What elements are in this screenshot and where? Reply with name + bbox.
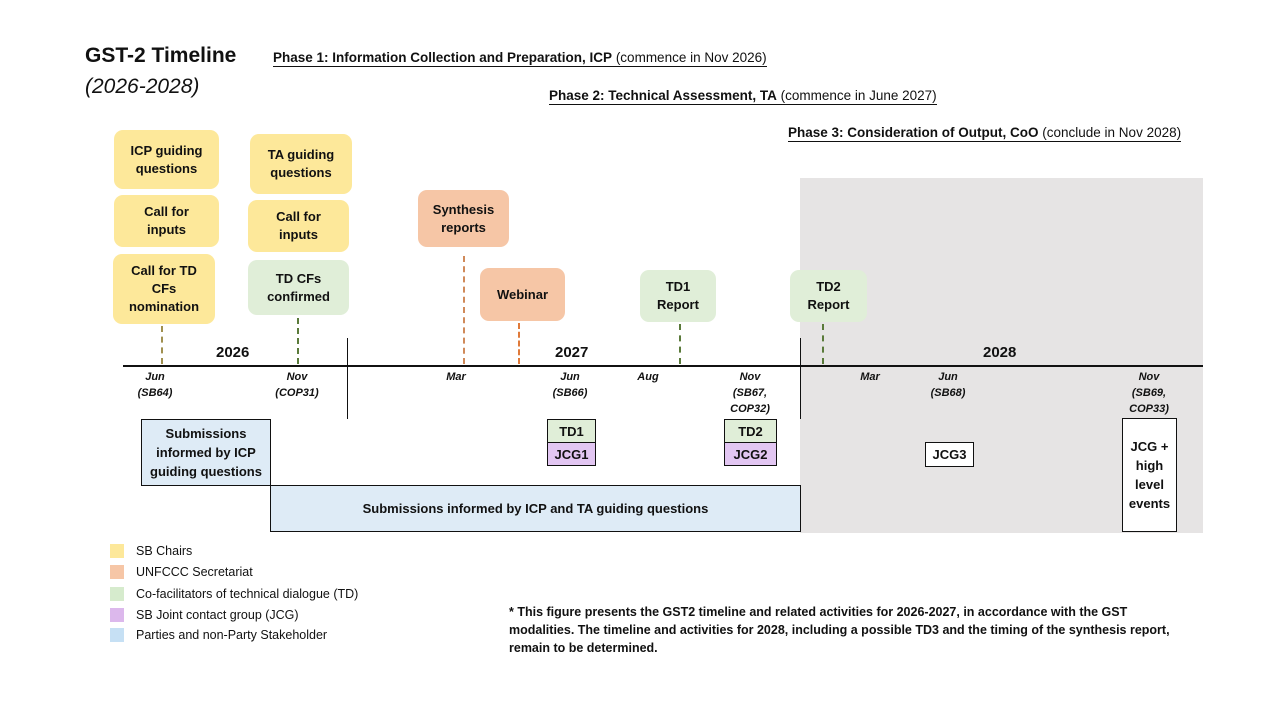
phase-1-note: (commence in Nov 2026) [612, 50, 767, 65]
submissions-icp-ta-box [270, 485, 801, 532]
td2-report-label: TD2 Report [807, 279, 850, 312]
jcg1-label: JCG1 [554, 446, 589, 462]
legend-item [110, 627, 327, 643]
legend-label: UNFCCC Secretariat [136, 565, 253, 579]
phase-2-note: (commence in June 2027) [776, 88, 937, 103]
tick-event-2: COP32) [730, 403, 770, 415]
td1-report-label: TD1 Report [657, 279, 699, 312]
phase-3-note: (conclude in Nov 2028) [1038, 125, 1182, 140]
jcg2-box [724, 442, 777, 466]
td2-report-box [790, 270, 867, 322]
page-title: GST-2 Timeline [85, 44, 237, 67]
connector-synthesis [463, 256, 465, 364]
connector-nov-2026 [297, 318, 299, 364]
synthesis-reports-label: Synthesis reports [432, 201, 495, 235]
tick-month: Mar [446, 371, 466, 383]
tick-event: (SB67, [732, 387, 768, 399]
year-separator-2026-2027 [347, 338, 348, 419]
phase-2-title: Phase 2: Technical Assessment, TA [549, 88, 777, 103]
tick-nov-2028 [1109, 369, 1189, 417]
jcg1-box [547, 442, 596, 466]
tick-month: Jun [938, 371, 958, 383]
legend-label: Parties and non-Party Stakeholder [136, 628, 328, 642]
ta-guiding-questions-box [250, 134, 352, 194]
tick-jun-2026 [115, 369, 195, 401]
tick-month: Aug [637, 371, 659, 383]
legend-swatch [110, 628, 124, 642]
tick-event: (SB66) [552, 387, 588, 399]
call-for-td-cfs-box [113, 254, 215, 324]
tick-month: Jun [145, 371, 165, 383]
phase-1-title: Phase 1: Information Collection and Preparation, ICP [273, 50, 613, 65]
webinar-label: Webinar [496, 286, 549, 302]
tick-nov-2027 [710, 369, 790, 417]
connector-td2 [822, 324, 824, 364]
phase-3-title: Phase 3: Consideration of Output, CoO [788, 125, 1039, 140]
td-cfs-confirmed-label: TD CFs confirmed [267, 270, 330, 304]
call-for-inputs-label-2: Call for inputs [276, 209, 321, 242]
year-2027: 2027 [555, 344, 589, 361]
tick-month: Nov [286, 371, 308, 383]
jcg-high-level-box [1122, 418, 1177, 532]
submissions-icp-label: Submissions informed by ICP guiding questions [150, 426, 262, 479]
td1-report-box [640, 270, 716, 322]
year-separator-2027-2028 [800, 338, 801, 419]
connector-jun-2026 [161, 326, 163, 364]
tick-nov-2026 [257, 369, 337, 401]
year-2026: 2026 [216, 344, 250, 361]
submissions-icp-box [141, 419, 271, 486]
td2-label: TD2 [738, 423, 763, 439]
legend-swatch [110, 608, 124, 622]
jcg-high-level-label: JCG + high level events [1128, 439, 1171, 511]
year-2028: 2028 [983, 344, 1017, 361]
tick-event: (SB68) [930, 387, 966, 399]
phase-1-heading [273, 50, 767, 65]
phase-3-heading [788, 125, 1181, 140]
td2-box [724, 419, 777, 443]
submissions-icp-ta-label: Submissions informed by ICP and TA guiding questions [362, 501, 709, 516]
connector-td1 [679, 324, 681, 364]
legend-label: SB Joint contact group (JCG) [136, 608, 299, 622]
tick-month: Mar [860, 371, 880, 383]
tick-aug-2027 [608, 369, 688, 385]
tick-month: Nov [739, 371, 761, 383]
tick-event: (COP31) [275, 387, 319, 399]
legend-item [110, 564, 253, 580]
tick-mar-2027 [416, 369, 496, 385]
icp-guiding-questions-box [114, 130, 219, 189]
call-for-inputs-box-2 [248, 200, 349, 252]
legend-item [110, 607, 299, 623]
legend-item [110, 586, 358, 602]
page-subtitle: (2026-2028) [85, 75, 200, 98]
tick-jun-2028 [908, 369, 988, 401]
tick-event-2: COP33) [1129, 403, 1169, 415]
tick-month: Nov [1138, 371, 1160, 383]
tick-mar-2028 [830, 369, 910, 385]
legend-swatch [110, 544, 124, 558]
jcg3-box [925, 442, 974, 467]
tick-month: Jun [560, 371, 580, 383]
timeline-axis [123, 365, 1203, 367]
connector-webinar [518, 323, 520, 364]
tick-jun-2027 [530, 369, 610, 401]
legend-label: SB Chairs [136, 544, 193, 558]
webinar-box [480, 268, 565, 321]
tick-event: (SB64) [137, 387, 173, 399]
jcg2-label: JCG2 [733, 446, 768, 462]
ta-guiding-questions-label: TA guiding questions [267, 147, 335, 180]
phase-2-heading [549, 88, 937, 103]
icp-guiding-questions-label: ICP guiding questions [130, 142, 203, 176]
legend-item [110, 543, 192, 559]
legend-swatch [110, 587, 124, 601]
jcg3-label: JCG3 [932, 447, 967, 462]
synthesis-reports-box [418, 190, 509, 247]
call-for-td-cfs-label: Call for TD CFs nomination [128, 263, 200, 314]
td-cfs-confirmed-box [248, 260, 349, 315]
legend-label: Co-facilitators of technical dialogue (TD) [136, 587, 359, 601]
tick-event: (SB69, [1131, 387, 1167, 399]
td1-label: TD1 [559, 423, 584, 439]
call-for-inputs-label-1: Call for inputs [144, 204, 189, 237]
td1-box [547, 419, 596, 443]
legend-swatch [110, 565, 124, 579]
call-for-inputs-box-1 [114, 195, 219, 247]
footnote: * This figure presents the GST2 timeline and related activities for 2026-2027, in accordance with the GST modalities. The timeline and activities for 2028, including a possible TD3 and the timing of the synthesis report, remain to be determined. [509, 605, 1170, 655]
